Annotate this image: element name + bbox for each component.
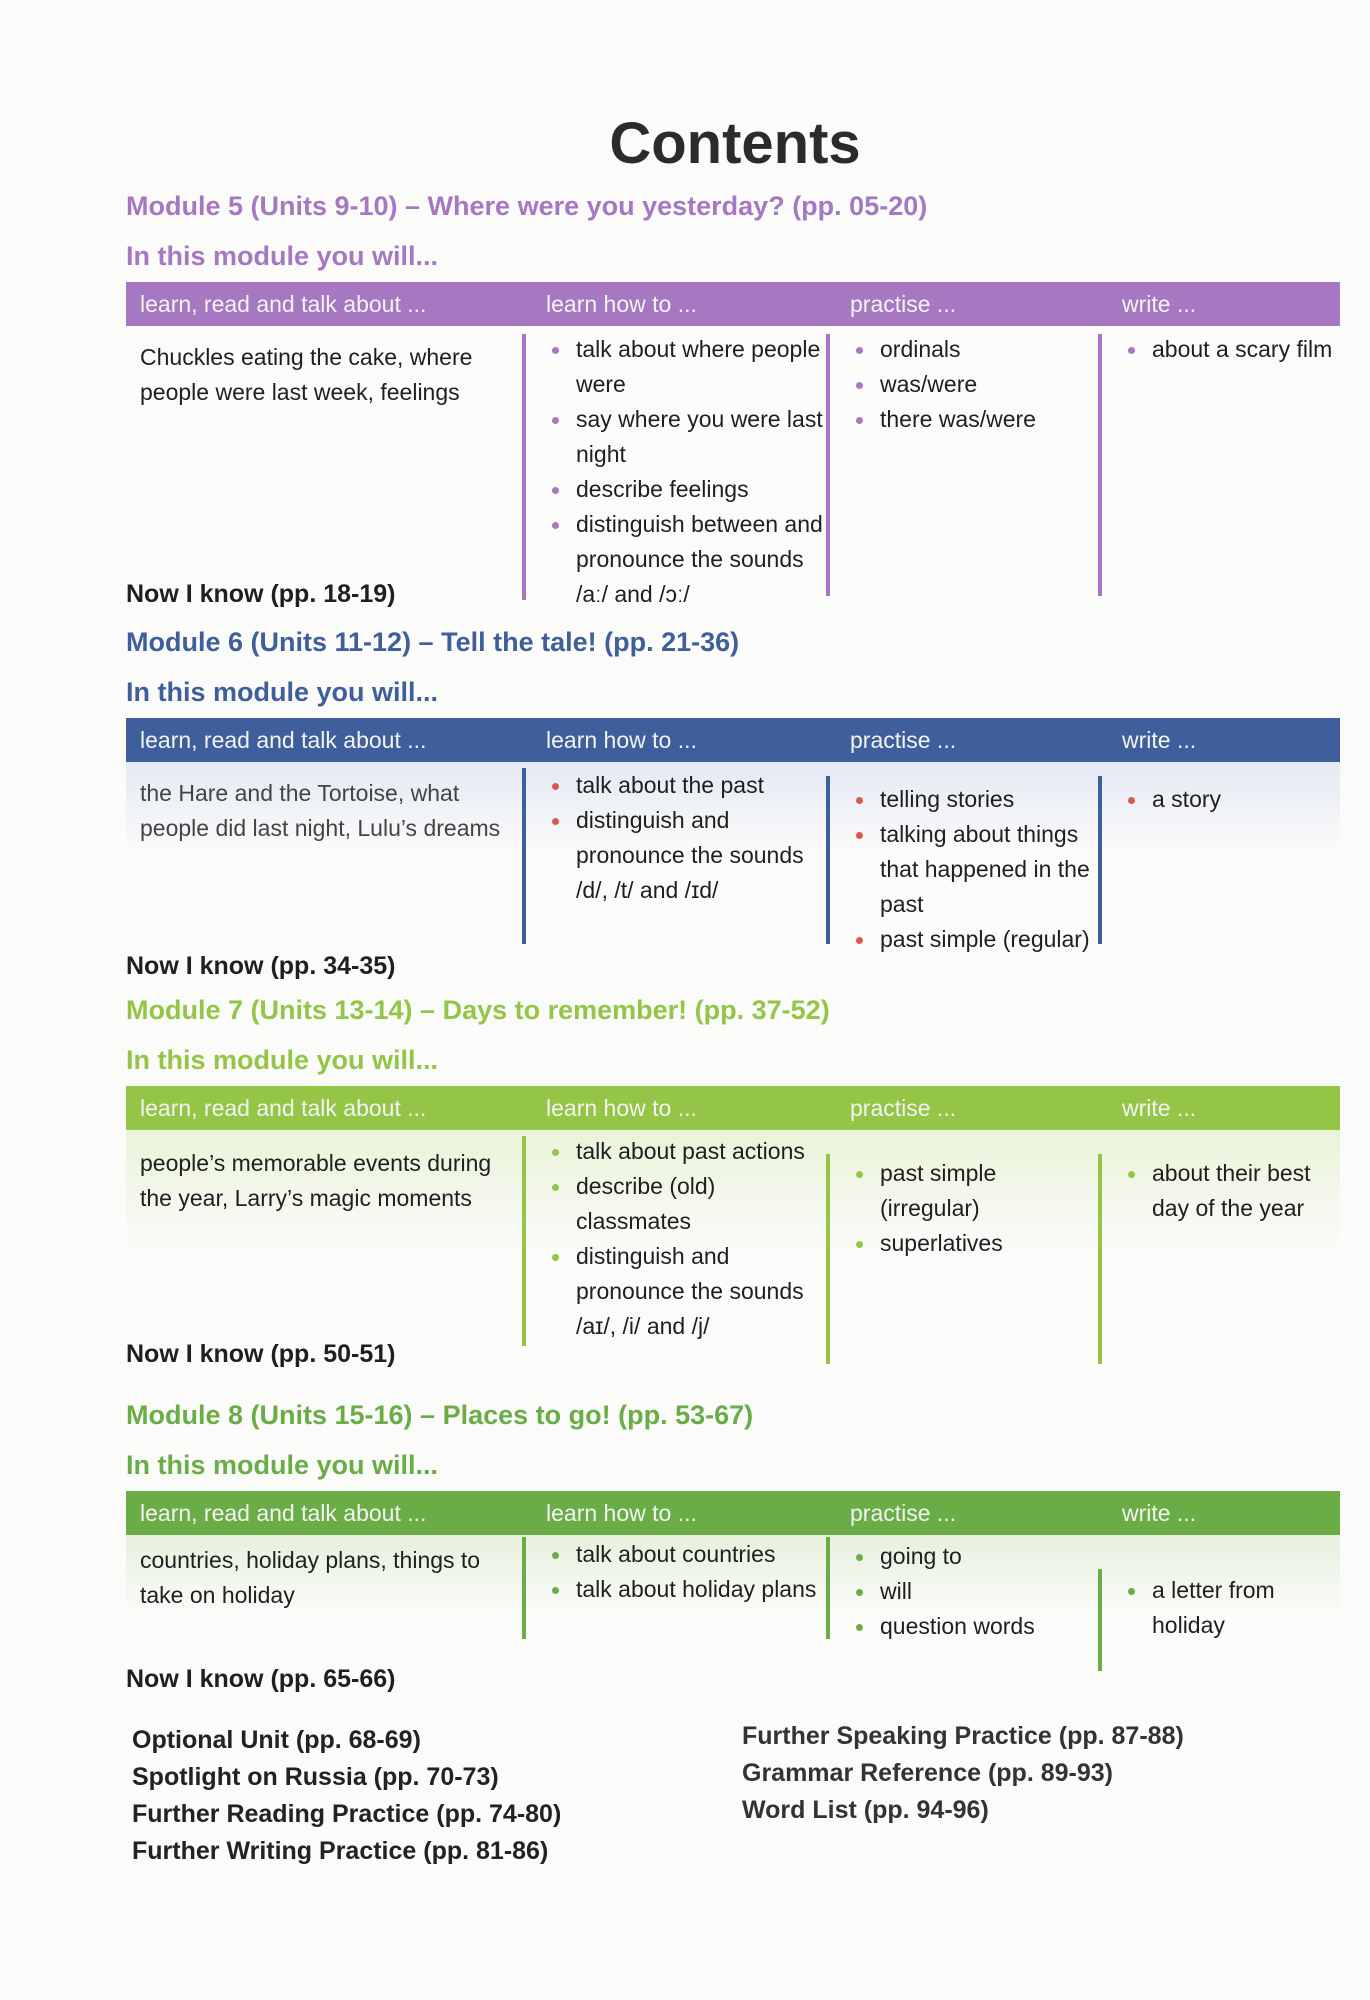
column-divider <box>522 1537 526 1639</box>
list-item: talk about past actions <box>544 1134 826 1169</box>
header-learn-read-talk: learn, read and talk about ... <box>140 1095 427 1121</box>
column-divider <box>522 334 526 600</box>
header-learn-read-talk: learn, read and talk about ... <box>140 727 427 753</box>
extras-item: Optional Unit (pp. 68-69) <box>132 1726 421 1754</box>
module-6 <box>126 622 1340 998</box>
list-item: telling stories <box>848 782 1098 817</box>
header-learn-how-to: learn how to ... <box>546 1095 697 1121</box>
header-write: write ... <box>1122 1500 1197 1526</box>
module-intro: In this module you will... <box>126 1045 439 1075</box>
list-item: about their best day of the year <box>1120 1156 1340 1226</box>
module-8 <box>126 1395 1340 1725</box>
list-item: talk about where people were <box>544 332 826 402</box>
header-learn-read-talk: learn, read and talk about ... <box>140 1500 427 1526</box>
column-divider <box>826 1154 830 1364</box>
learn-how-to-column <box>522 326 826 607</box>
column-divider <box>1098 1569 1102 1671</box>
list-item: describe (old) classmates <box>544 1169 826 1239</box>
header-practise: practise ... <box>850 291 957 317</box>
practise-column <box>826 326 1098 598</box>
list-item: there was/were <box>848 402 1098 437</box>
list-item: past simple (regular) <box>848 922 1098 957</box>
extras-list-right <box>742 1718 1184 1829</box>
list-item: a letter from holiday <box>1120 1573 1340 1643</box>
list-item: superlatives <box>848 1226 1098 1261</box>
list-item: will <box>848 1574 1098 1609</box>
module-7 <box>126 990 1340 1380</box>
page-title: Contents <box>609 111 861 176</box>
learn-how-to-column <box>522 1130 826 1380</box>
extras-item: Further Writing Practice (pp. 81-86) <box>132 1837 549 1865</box>
list-item: talking about things that happened in the past <box>848 817 1098 922</box>
module-columns <box>126 326 1340 608</box>
list-item: talk about the past <box>544 768 826 803</box>
module-heading: Module 7 (Units 13-14) – Days to remember! (pp. 37-52) <box>126 995 830 1025</box>
module-columns <box>126 762 1340 998</box>
write-column <box>1098 762 1340 998</box>
list-item: distinguish between and pronounce the sounds /aː/ and /ɔː/ <box>544 507 826 612</box>
practise-column <box>826 1130 1098 1380</box>
now-i-know: Now I know (pp. 50-51) <box>126 1340 396 1368</box>
list-item: a story <box>1120 782 1340 817</box>
learn-how-to-column <box>522 1535 826 1725</box>
header-learn-how-to: learn how to ... <box>546 727 697 753</box>
header-write: write ... <box>1122 291 1197 317</box>
module-intro: In this module you will... <box>126 1450 439 1480</box>
module-intro: In this module you will... <box>126 241 439 271</box>
column-divider <box>522 1136 526 1346</box>
header-learn-how-to: learn how to ... <box>546 1500 697 1526</box>
column-divider <box>826 1537 830 1639</box>
column-divider <box>826 776 830 944</box>
header-learn-how-to: learn how to ... <box>546 291 697 317</box>
write-column <box>1098 1535 1340 1725</box>
column-divider <box>1098 776 1102 944</box>
header-practise: practise ... <box>850 1500 957 1526</box>
header-practise: practise ... <box>850 727 957 753</box>
list-item: past simple (irregular) <box>848 1156 1098 1226</box>
header-write: write ... <box>1122 727 1197 753</box>
extras-list-left <box>132 1722 561 1870</box>
column-divider <box>522 768 526 944</box>
list-item: talk about countries <box>544 1537 826 1572</box>
column-divider <box>826 334 830 596</box>
list-item: was/were <box>848 367 1098 402</box>
header-learn-read-talk: learn, read and talk about ... <box>140 291 427 317</box>
list-item: question words <box>848 1609 1098 1644</box>
module-columns <box>126 1130 1340 1380</box>
column-divider <box>1098 1154 1102 1364</box>
learn-read-talk-text: the Hare and the Tortoise, what people did last night, Lulu’s dreams <box>140 780 501 841</box>
extras-item: Further Reading Practice (pp. 74-80) <box>132 1800 562 1828</box>
extras-item: Further Speaking Practice (pp. 87-88) <box>742 1722 1184 1750</box>
now-i-know: Now I know (pp. 34-35) <box>126 952 396 980</box>
list-item: ordinals <box>848 332 1098 367</box>
extras-item: Spotlight on Russia (pp. 70-73) <box>132 1763 499 1791</box>
column-header-band <box>126 718 1340 762</box>
list-item: distinguish and pronounce the sounds /d/, /t/ and /ɪd/ <box>544 803 826 908</box>
column-divider <box>1098 334 1102 596</box>
list-item: going to <box>848 1539 1098 1574</box>
list-item: about a scary film <box>1120 332 1340 367</box>
module-heading: Module 8 (Units 15-16) – Places to go! (pp. 53-67) <box>126 1400 754 1430</box>
now-i-know: Now I know (pp. 18-19) <box>126 580 396 608</box>
learn-read-talk-text: Chuckles eating the cake, where people were last week, feelings <box>140 344 473 405</box>
list-item: distinguish and pronounce the sounds /aɪ/, /i/ and /j/ <box>544 1239 826 1344</box>
list-item: talk about holiday plans <box>544 1572 826 1607</box>
learn-read-talk-text: people’s memorable events during the year, Larry’s magic moments <box>140 1150 492 1211</box>
module-heading: Module 6 (Units 11-12) – Tell the tale! (pp. 21-36) <box>126 627 740 657</box>
extras-item: Word List (pp. 94-96) <box>742 1796 989 1824</box>
extras-item: Grammar Reference (pp. 89-93) <box>742 1759 1113 1787</box>
write-column <box>1098 1130 1340 1380</box>
header-write: write ... <box>1122 1095 1197 1121</box>
module-5 <box>126 186 1340 608</box>
module-columns <box>126 1535 1340 1725</box>
practise-column <box>826 1535 1098 1725</box>
column-header-band <box>126 1086 1340 1130</box>
learn-how-to-column <box>522 762 826 998</box>
header-practise: practise ... <box>850 1095 957 1121</box>
module-intro: In this module you will... <box>126 677 439 707</box>
learn-read-talk-text: countries, holiday plans, things to take on holiday <box>140 1547 481 1608</box>
practise-column <box>826 762 1098 998</box>
list-item: describe feelings <box>544 472 826 507</box>
column-header-band <box>126 1491 1340 1535</box>
column-header-band <box>126 282 1340 326</box>
now-i-know: Now I know (pp. 65-66) <box>126 1665 396 1693</box>
write-column <box>1098 326 1340 598</box>
list-item: say where you were last night <box>544 402 826 472</box>
module-heading: Module 5 (Units 9-10) – Where were you yesterday? (pp. 05-20) <box>126 191 928 221</box>
